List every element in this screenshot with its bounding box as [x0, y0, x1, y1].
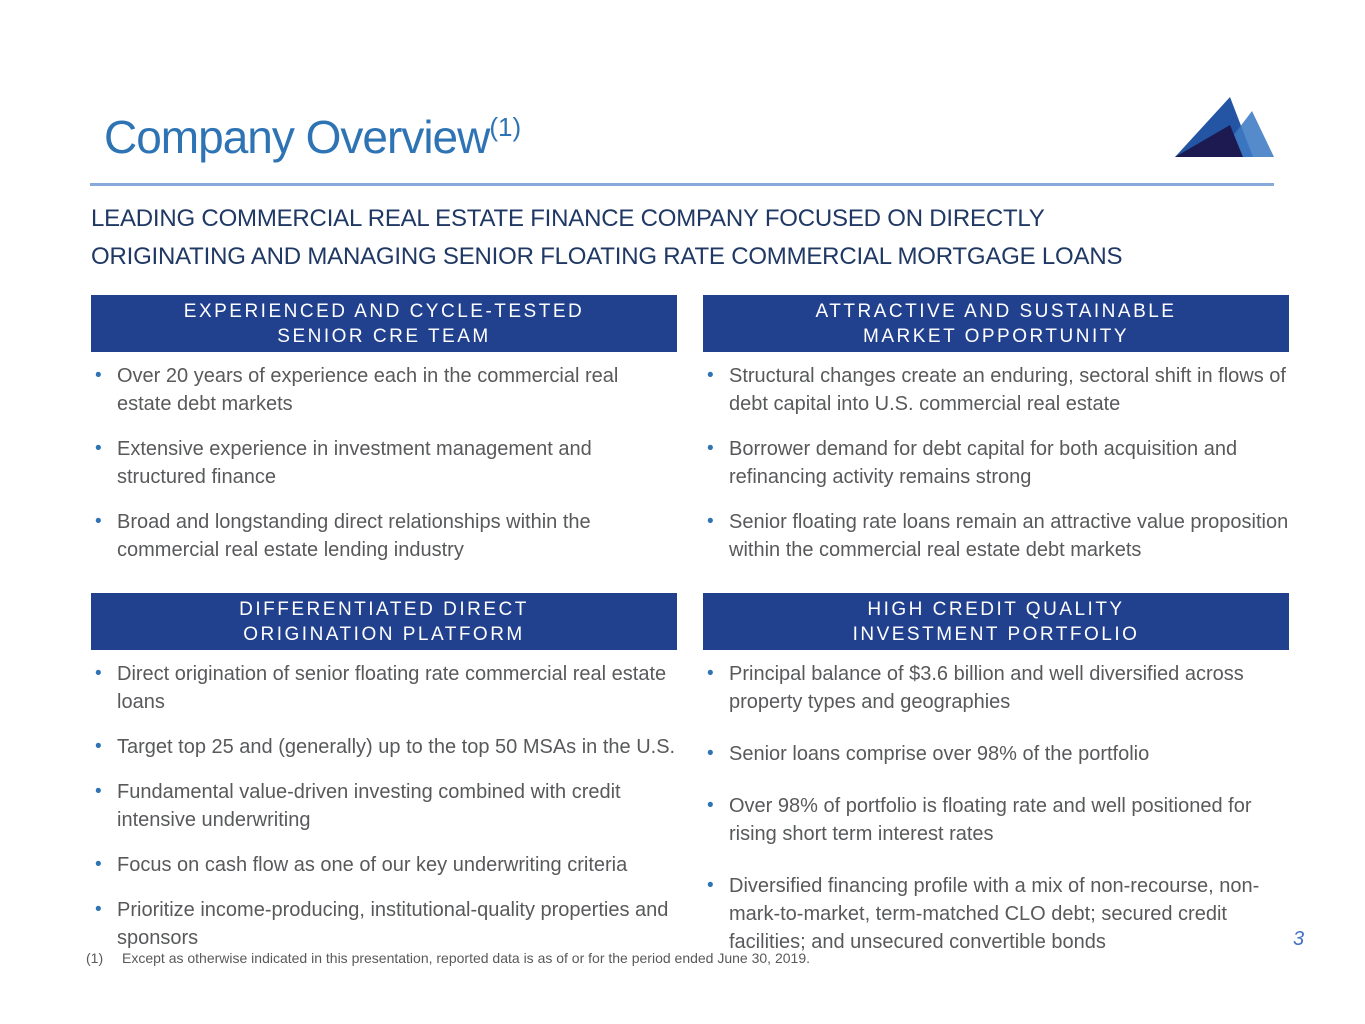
quadrant-header — [91, 593, 677, 650]
quadrant-investment-portfolio — [703, 593, 1289, 980]
bullet-text: Diversified financing profile with a mix of non-recourse, non-mark-to-market, term-matched CLO debt; secured credit facilities; and unsecured convertible bonds — [729, 875, 1260, 953]
bullet-dot-icon: • — [95, 781, 102, 802]
title-divider-rule — [90, 183, 1274, 186]
page-title — [104, 110, 521, 164]
bullet-text: Over 20 years of experience each in the commercial real estate debt markets — [117, 365, 619, 415]
quadrant-header-line-2: SENIOR CRE TEAM — [277, 325, 491, 347]
bullet-dot-icon: • — [707, 365, 714, 386]
page-number: 3 — [1293, 928, 1305, 950]
bullet-dot-icon: • — [95, 736, 102, 757]
quadrant-grid — [91, 295, 1289, 980]
footnote-text: Except as otherwise indicated in this presentation, reported data is as of or for the period ended June 30, 2019. — [122, 950, 810, 966]
footnote — [86, 950, 810, 966]
quadrant-senior-cre-team — [91, 295, 677, 593]
bullet-list — [91, 362, 677, 564]
list-item — [91, 851, 677, 879]
list-item — [91, 508, 677, 564]
bullet-dot-icon: • — [707, 743, 714, 764]
bullet-text: Direct origination of senior floating rate commercial real estate loans — [117, 663, 667, 713]
bullet-dot-icon: • — [95, 365, 102, 386]
quadrant-market-opportunity — [703, 295, 1289, 593]
bullet-text: Principal balance of $3.6 billion and well diversified across property types and geographies — [729, 663, 1244, 713]
quadrant-header-line-2: ORIGINATION PLATFORM — [243, 623, 525, 645]
list-item — [91, 896, 677, 952]
bullet-dot-icon: • — [95, 854, 102, 875]
quadrant-origination-platform — [91, 593, 677, 980]
list-item — [703, 792, 1289, 848]
bullet-dot-icon: • — [95, 663, 102, 684]
bullet-text: Fundamental value-driven investing combined with credit intensive underwriting — [117, 781, 621, 831]
list-item — [91, 435, 677, 491]
headline-line-2: ORIGINATING AND MANAGING SENIOR FLOATING RATE COMMERCIAL MORTGAGE LOANS — [91, 243, 1123, 270]
bullet-dot-icon: • — [95, 899, 102, 920]
list-item — [91, 660, 677, 716]
list-item — [703, 872, 1289, 956]
bullet-text: Extensive experience in investment management and structured finance — [117, 438, 592, 488]
list-item — [703, 435, 1289, 491]
page-title-text: Company Overview — [104, 111, 490, 163]
list-item — [703, 362, 1289, 418]
quadrant-header-line-1: ATTRACTIVE AND SUSTAINABLE — [815, 300, 1177, 322]
bullet-dot-icon: • — [95, 438, 102, 459]
list-item — [703, 740, 1289, 768]
bullet-dot-icon: • — [707, 511, 714, 532]
quadrant-header-line-2: INVESTMENT PORTFOLIO — [852, 623, 1140, 645]
bullet-text: Senior floating rate loans remain an attractive value proposition within the commercial real estate debt markets — [729, 511, 1289, 561]
bullet-dot-icon: • — [707, 438, 714, 459]
bullet-dot-icon: • — [707, 795, 714, 816]
bullet-text: Focus on cash flow as one of our key underwriting criteria — [117, 854, 628, 876]
mountain-logo-icon — [1173, 94, 1274, 158]
quadrant-header — [703, 593, 1289, 650]
bullet-dot-icon: • — [707, 875, 714, 896]
bullet-text: Target top 25 and (generally) up to the top 50 MSAs in the U.S. — [117, 736, 676, 758]
slide-headline — [91, 200, 1271, 276]
list-item — [703, 660, 1289, 716]
footnote-marker: (1) — [86, 950, 104, 966]
bullet-list — [91, 660, 677, 952]
quadrant-header-line-1: DIFFERENTIATED DIRECT — [239, 598, 529, 620]
bullet-text: Borrower demand for debt capital for both acquisition and refinancing activity remains strong — [729, 438, 1238, 488]
page-title-footnote-ref: (1) — [489, 112, 522, 142]
list-item — [91, 362, 677, 418]
list-item — [91, 733, 677, 761]
quadrant-header — [703, 295, 1289, 352]
list-item — [703, 508, 1289, 564]
quadrant-header-line-2: MARKET OPPORTUNITY — [863, 325, 1129, 347]
list-item — [91, 778, 677, 834]
bullet-dot-icon: • — [95, 511, 102, 532]
quadrant-header — [91, 295, 677, 352]
headline-line-1: LEADING COMMERCIAL REAL ESTATE FINANCE COMPANY FOCUSED ON DIRECTLY — [91, 205, 1045, 232]
bullet-text: Broad and longstanding direct relationships within the commercial real estate lending industry — [117, 511, 591, 561]
bullet-dot-icon: • — [707, 663, 714, 684]
bullet-text: Over 98% of portfolio is floating rate and well positioned for rising short term interest rates — [729, 795, 1252, 845]
quadrant-header-line-1: HIGH CREDIT QUALITY — [867, 598, 1125, 620]
bullet-text: Senior loans comprise over 98% of the portfolio — [729, 743, 1150, 765]
bullet-list — [703, 362, 1289, 564]
bullet-text: Structural changes create an enduring, sectoral shift in flows of debt capital into U.S. commercial real estate — [729, 365, 1286, 415]
bullet-list — [703, 660, 1289, 956]
bullet-text: Prioritize income-producing, institutional-quality properties and sponsors — [117, 899, 669, 949]
quadrant-header-line-1: EXPERIENCED AND CYCLE-TESTED — [183, 300, 585, 322]
